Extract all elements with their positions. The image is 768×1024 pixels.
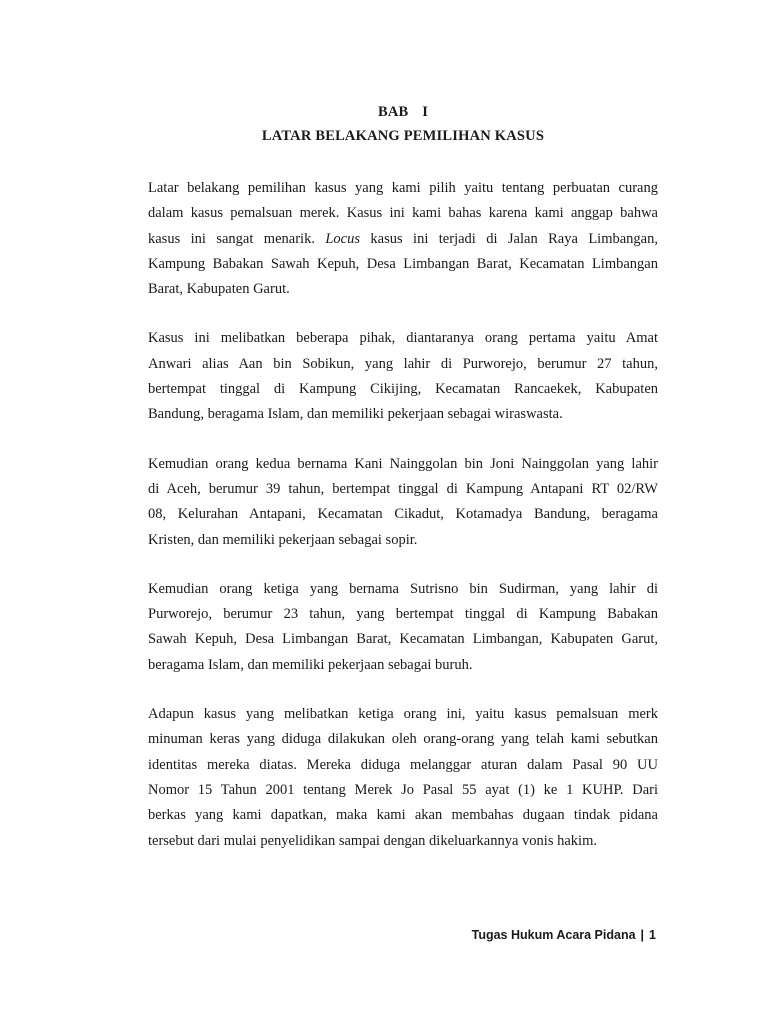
paragraph-4 xyxy=(148,577,658,678)
text-line: berkas yang kami dapatkan, maka kami akan membahas dugaan tindak pidana xyxy=(148,807,658,824)
paragraph-1 xyxy=(148,176,658,302)
paragraph-2 xyxy=(148,326,658,427)
text-line: identitas mereka diatas. Mereka diduga melanggar aturan dalam Pasal 90 UU xyxy=(148,756,658,773)
text-line: 08, Kelurahan Antapani, Kecamatan Cikadut, Kotamadya Bandung, beragama xyxy=(148,506,658,523)
text-line: Anwari alias Aan bin Sobikun, yang lahir di Purworejo, berumur 27 tahun, xyxy=(148,355,658,372)
text-line: Adapun kasus yang melibatkan ketiga orang ini, yaitu kasus pemalsuan merk xyxy=(148,706,658,723)
page-footer xyxy=(472,928,656,942)
paragraph-3 xyxy=(148,452,658,553)
text-segment: kasus ini sangat menarik. xyxy=(148,230,326,247)
text-line: Barat, Kabupaten Garut. xyxy=(148,281,290,298)
text-line: bertempat tinggal di Kampung Cikijing, Kecamatan Rancaekek, Kabupaten xyxy=(148,381,658,398)
paragraph-5 xyxy=(148,702,658,854)
chapter-title: LATAR BELAKANG PEMILIHAN KASUS xyxy=(261,128,545,144)
text-line: dalam kasus pemalsuan merek. Kasus ini kami bahas karena kami anggap bahwa xyxy=(148,205,658,222)
text-line: beragama Islam, dan memiliki pekerjaan sebagai buruh. xyxy=(148,656,473,673)
chapter-heading: BAB I xyxy=(377,104,429,120)
italic-term: Locus xyxy=(325,230,361,247)
text-segment: kasus ini terjadi di Jalan Raya Limbangan, xyxy=(360,230,658,247)
text-line: minuman keras yang diduga dilakukan oleh orang-orang yang telah kami sebutkan xyxy=(148,731,658,748)
page-number: 1 xyxy=(649,928,656,942)
text-line xyxy=(148,227,658,252)
text-line: Nomor 15 Tahun 2001 tentang Merek Jo Pasal 55 ayat (1) ke 1 KUHP. Dari xyxy=(148,781,658,798)
text-line: Sawah Kepuh, Desa Limbangan Barat, Kecamatan Limbangan, Kabupaten Garut, xyxy=(148,631,658,648)
document-body xyxy=(148,176,658,878)
text-line: Kemudian orang kedua bernama Kani Nainggolan bin Joni Nainggolan yang lahir xyxy=(148,455,658,472)
footer-label: Tugas Hukum Acara Pidana xyxy=(471,928,636,942)
text-line: Kemudian orang ketiga yang bernama Sutrisno bin Sudirman, yang lahir di xyxy=(148,580,658,597)
footer-separator: | xyxy=(640,928,645,942)
text-line: di Aceh, berumur 39 tahun, bertempat tinggal di Kampung Antapani RT 02/RW xyxy=(148,480,658,497)
text-line: Kasus ini melibatkan beberapa pihak, diantaranya orang pertama yaitu Amat xyxy=(148,330,658,347)
text-line: Purworejo, berumur 23 tahun, yang bertempat tinggal di Kampung Babakan xyxy=(148,606,658,623)
text-line: Kristen, dan memiliki pekerjaan sebagai sopir. xyxy=(148,531,418,548)
text-line: Kampung Babakan Sawah Kepuh, Desa Limbangan Barat, Kecamatan Limbangan xyxy=(148,255,658,272)
text-line: tersebut dari mulai penyelidikan sampai dengan dikeluarkannya vonis hakim. xyxy=(148,832,597,849)
text-line: Bandung, beragama Islam, dan memiliki pekerjaan sebagai wiraswasta. xyxy=(148,406,563,423)
text-line: Latar belakang pemilihan kasus yang kami pilih yaitu tentang perbuatan curang xyxy=(148,180,658,196)
